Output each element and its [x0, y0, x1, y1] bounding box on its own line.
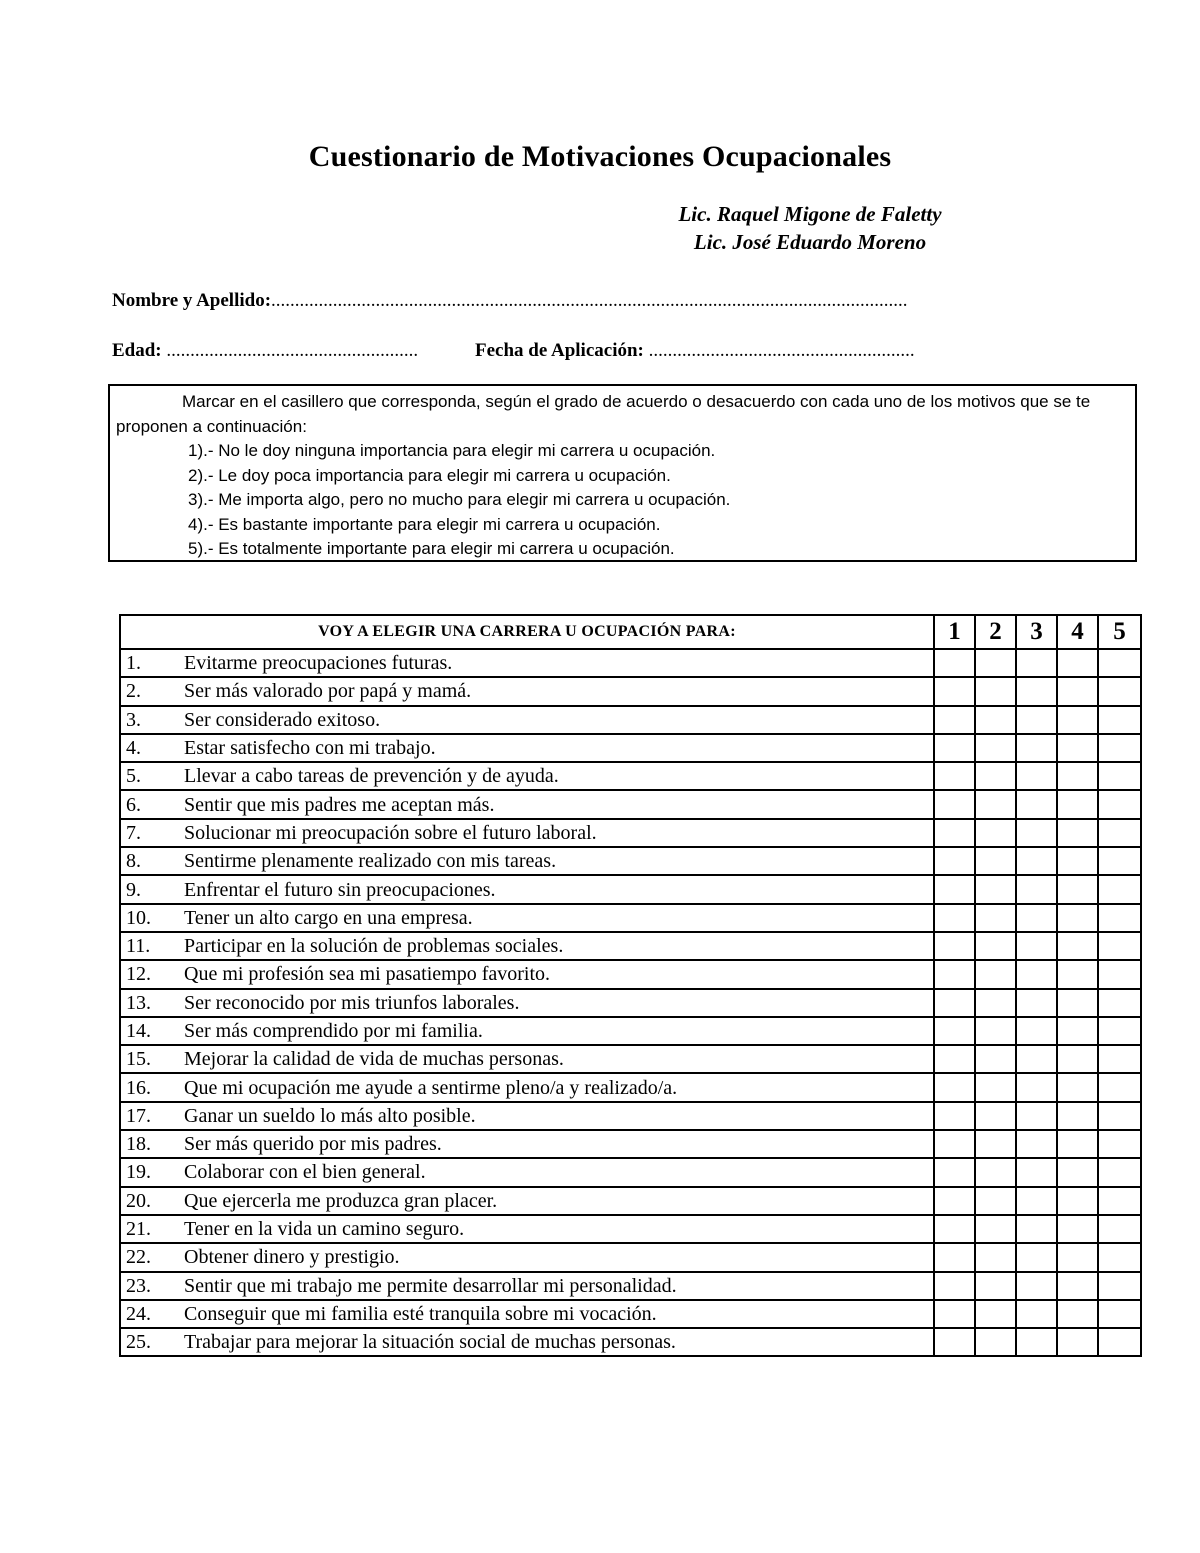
answer-box-2[interactable]	[975, 706, 1016, 734]
table-row	[120, 1102, 1141, 1130]
answer-box-3[interactable]	[1016, 1272, 1057, 1300]
answer-box-5[interactable]	[1098, 1045, 1141, 1073]
item-number: 25.	[126, 1331, 151, 1354]
item-cell	[120, 790, 934, 818]
item-text: Sentir que mis padres me aceptan más.	[184, 793, 495, 816]
item-cell	[120, 904, 934, 932]
item-text: Que mi ocupación me ayude a sentirme pleno/a y realizado/a.	[184, 1076, 678, 1099]
answer-box-2[interactable]	[975, 762, 1016, 790]
item-cell	[120, 1045, 934, 1073]
answer-box-3[interactable]	[1016, 677, 1057, 705]
table-row	[120, 1017, 1141, 1045]
item-text: Participar en la solución de problemas sociales.	[184, 935, 564, 958]
answer-box-2[interactable]	[975, 1130, 1016, 1158]
answer-box-1[interactable]	[934, 762, 975, 790]
answer-box-1[interactable]	[934, 847, 975, 875]
answer-box-1[interactable]	[934, 1017, 975, 1045]
item-text: Sentir que mi trabajo me permite desarrollar mi personalidad.	[184, 1274, 677, 1297]
item-cell	[120, 1328, 934, 1356]
item-text: Obtener dinero y prestigio.	[184, 1246, 400, 1269]
answer-box-2[interactable]	[975, 649, 1016, 677]
answer-box-5[interactable]	[1098, 960, 1141, 988]
item-number: 18.	[126, 1133, 151, 1156]
answer-box-2[interactable]	[975, 1073, 1016, 1101]
answer-box-2[interactable]	[975, 932, 1016, 960]
answer-box-1[interactable]	[934, 649, 975, 677]
scale-header-5: 5	[1098, 615, 1141, 649]
answer-box-1[interactable]	[934, 932, 975, 960]
answer-box-2[interactable]	[975, 1272, 1016, 1300]
scale-header-1: 1	[934, 615, 975, 649]
answer-box-4[interactable]	[1057, 1073, 1098, 1101]
item-number: 12.	[126, 963, 151, 986]
item-cell	[120, 649, 934, 677]
item-text: Sentirme plenamente realizado con mis tareas.	[184, 850, 557, 873]
scale-header-2: 2	[975, 615, 1016, 649]
name-dots: ......................................................................................................................................	[271, 290, 908, 311]
answer-box-4[interactable]	[1057, 1328, 1098, 1356]
answer-box-5[interactable]	[1098, 762, 1141, 790]
answer-box-2[interactable]	[975, 875, 1016, 903]
item-text: Estar satisfecho con mi trabajo.	[184, 737, 436, 760]
table-row	[120, 1215, 1141, 1243]
date-label: Fecha de Aplicación:	[475, 340, 644, 361]
answer-box-1[interactable]	[934, 875, 975, 903]
item-number: 16.	[126, 1076, 151, 1099]
answer-box-3[interactable]	[1016, 1102, 1057, 1130]
answer-box-4[interactable]	[1057, 1300, 1098, 1328]
answer-box-3[interactable]	[1016, 1187, 1057, 1215]
answer-box-4[interactable]	[1057, 1017, 1098, 1045]
item-text: Solucionar mi preocupación sobre el futuro laboral.	[184, 821, 597, 844]
answer-box-3[interactable]	[1016, 762, 1057, 790]
answer-box-4[interactable]	[1057, 1243, 1098, 1271]
item-text: Ser más querido por mis padres.	[184, 1133, 442, 1156]
item-cell	[120, 734, 934, 762]
item-text: Evitarme preocupaciones futuras.	[184, 652, 453, 675]
answer-box-5[interactable]	[1098, 989, 1141, 1017]
answer-box-1[interactable]	[934, 1215, 975, 1243]
answer-box-3[interactable]	[1016, 904, 1057, 932]
answer-box-5[interactable]	[1098, 1243, 1141, 1271]
answer-box-3[interactable]	[1016, 875, 1057, 903]
item-text: Ser más comprendido por mi familia.	[184, 1020, 483, 1042]
item-number: 17.	[126, 1104, 151, 1127]
item-number: 24.	[126, 1302, 151, 1325]
item-cell	[120, 1272, 934, 1300]
item-cell	[120, 819, 934, 847]
age-label: Edad:	[112, 340, 162, 361]
answer-box-5[interactable]	[1098, 1328, 1141, 1356]
answer-box-1[interactable]	[934, 790, 975, 818]
item-text: Llevar a cabo tareas de prevención y de ayuda.	[184, 765, 559, 788]
answer-box-1[interactable]	[934, 1300, 975, 1328]
answer-box-5[interactable]	[1098, 677, 1141, 705]
answer-box-5[interactable]	[1098, 1158, 1141, 1186]
item-number: 2.	[126, 680, 141, 703]
answer-box-5[interactable]	[1098, 904, 1141, 932]
answer-box-2[interactable]	[975, 790, 1016, 818]
questionnaire-table	[119, 614, 1142, 1357]
table-row	[120, 734, 1141, 762]
age-field[interactable]	[112, 340, 418, 362]
item-number: 15.	[126, 1048, 151, 1071]
answer-box-1[interactable]	[934, 904, 975, 932]
table-row	[120, 819, 1141, 847]
item-number: 14.	[126, 1020, 151, 1042]
answer-box-5[interactable]	[1098, 790, 1141, 818]
answer-box-1[interactable]	[934, 819, 975, 847]
answer-box-3[interactable]	[1016, 1243, 1057, 1271]
item-number: 13.	[126, 991, 151, 1014]
name-field[interactable]	[112, 290, 908, 312]
table-row	[120, 1328, 1141, 1356]
table-row	[120, 649, 1141, 677]
answer-box-4[interactable]	[1057, 1272, 1098, 1300]
answer-box-4[interactable]	[1057, 734, 1098, 762]
answer-box-2[interactable]	[975, 1158, 1016, 1186]
answer-box-1[interactable]	[934, 677, 975, 705]
answer-box-4[interactable]	[1057, 790, 1098, 818]
item-text: Enfrentar el futuro sin preocupaciones.	[184, 878, 496, 901]
answer-box-4[interactable]	[1057, 762, 1098, 790]
answer-box-1[interactable]	[934, 1243, 975, 1271]
item-number: 8.	[126, 850, 141, 873]
item-text: Mejorar la calidad de vida de muchas personas.	[184, 1048, 564, 1071]
answer-box-2[interactable]	[975, 1045, 1016, 1073]
answer-box-1[interactable]	[934, 706, 975, 734]
item-cell	[120, 1017, 934, 1045]
answer-box-4[interactable]	[1057, 677, 1098, 705]
answer-box-1[interactable]	[934, 734, 975, 762]
table-row	[120, 1272, 1141, 1300]
instruction-option-5: 5).- Es totalmente importante para elegir mi carrera u ocupación.	[188, 539, 675, 558]
table-row	[120, 904, 1141, 932]
item-cell	[120, 875, 934, 903]
answer-box-4[interactable]	[1057, 960, 1098, 988]
answer-box-2[interactable]	[975, 1102, 1016, 1130]
answer-box-3[interactable]	[1016, 1215, 1057, 1243]
answer-box-1[interactable]	[934, 960, 975, 988]
table-row	[120, 1130, 1141, 1158]
item-text: Tener un alto cargo en una empresa.	[184, 906, 473, 929]
answer-box-2[interactable]	[975, 734, 1016, 762]
answer-box-2[interactable]	[975, 1017, 1016, 1045]
item-cell	[120, 1158, 934, 1186]
answer-box-2[interactable]	[975, 960, 1016, 988]
item-cell	[120, 960, 934, 988]
item-number: 23.	[126, 1274, 151, 1297]
instruction-option-3: 3).- Me importa algo, pero no mucho para elegir mi carrera u ocupación.	[188, 490, 731, 509]
authors-block	[560, 200, 1060, 256]
answer-box-5[interactable]	[1098, 847, 1141, 875]
answer-box-5[interactable]	[1098, 1300, 1141, 1328]
answer-box-5[interactable]	[1098, 932, 1141, 960]
item-number: 6.	[126, 793, 141, 816]
answer-box-3[interactable]	[1016, 1017, 1057, 1045]
instruction-option-2: 2).- Le doy poca importancia para elegir mi carrera u ocupación.	[188, 465, 671, 485]
item-text: Conseguir que mi familia esté tranquila sobre mi vocación.	[184, 1302, 657, 1325]
item-number: 21.	[126, 1218, 151, 1241]
table-row	[120, 1158, 1141, 1186]
answer-box-4[interactable]	[1057, 847, 1098, 875]
instructions-intro: Marcar en el casillero que corresponda, según el grado de acuerdo o desacuerdo con cada uno de los motivos que se te proponen a continuación:	[116, 392, 1091, 436]
item-cell	[120, 1073, 934, 1101]
answer-box-1[interactable]	[934, 1130, 975, 1158]
author-2: Lic. José Eduardo Moreno	[693, 230, 927, 254]
table-row	[120, 1045, 1141, 1073]
answer-box-5[interactable]	[1098, 1272, 1141, 1300]
answer-box-3[interactable]	[1016, 989, 1057, 1017]
answer-box-1[interactable]	[934, 1328, 975, 1356]
item-cell	[120, 762, 934, 790]
answer-box-4[interactable]	[1057, 1045, 1098, 1073]
answer-box-4[interactable]	[1057, 932, 1098, 960]
answer-box-4[interactable]	[1057, 989, 1098, 1017]
answer-box-2[interactable]	[975, 989, 1016, 1017]
answer-box-1[interactable]	[934, 1045, 975, 1073]
table-row	[120, 677, 1141, 705]
scale-header-4: 4	[1057, 615, 1098, 649]
answer-box-3[interactable]	[1016, 1073, 1057, 1101]
item-cell	[120, 989, 934, 1017]
answer-box-3[interactable]	[1016, 960, 1057, 988]
answer-box-5[interactable]	[1098, 819, 1141, 847]
answer-box-3[interactable]	[1016, 706, 1057, 734]
date-dots: ........................................................	[643, 340, 915, 361]
answer-box-3[interactable]	[1016, 1300, 1057, 1328]
answer-box-2[interactable]	[975, 1328, 1016, 1356]
table-header-row	[120, 615, 1141, 649]
author-1: Lic. Raquel Migone de Faletty	[678, 202, 942, 226]
answer-box-4[interactable]	[1057, 904, 1098, 932]
answer-box-1[interactable]	[934, 1158, 975, 1186]
answer-box-3[interactable]	[1016, 649, 1057, 677]
answer-box-1[interactable]	[934, 1073, 975, 1101]
table-row	[120, 706, 1141, 734]
answer-box-5[interactable]	[1098, 706, 1141, 734]
item-number: 3.	[126, 708, 141, 731]
answer-box-2[interactable]	[975, 1243, 1016, 1271]
item-text: Colaborar con el bien general.	[184, 1161, 426, 1184]
answer-box-4[interactable]	[1057, 1215, 1098, 1243]
item-text: Trabajar para mejorar la situación social de muchas personas.	[184, 1331, 676, 1354]
answer-box-3[interactable]	[1016, 1130, 1057, 1158]
answer-box-5[interactable]	[1098, 1130, 1141, 1158]
answer-box-4[interactable]	[1057, 1158, 1098, 1186]
item-number: 4.	[126, 737, 141, 760]
table-row	[120, 1073, 1141, 1101]
answer-box-1[interactable]	[934, 1187, 975, 1215]
table-row	[120, 875, 1141, 903]
table-row	[120, 762, 1141, 790]
answer-box-5[interactable]	[1098, 1187, 1141, 1215]
item-number: 1.	[126, 652, 141, 675]
table-row	[120, 1187, 1141, 1215]
table-row	[120, 790, 1141, 818]
answer-box-2[interactable]	[975, 847, 1016, 875]
answer-box-2[interactable]	[975, 677, 1016, 705]
date-field[interactable]	[475, 340, 915, 362]
table-body	[120, 649, 1141, 1356]
item-cell	[120, 1187, 934, 1215]
item-number: 10.	[126, 906, 151, 929]
answer-box-5[interactable]	[1098, 649, 1141, 677]
answer-box-5[interactable]	[1098, 734, 1141, 762]
item-text: Tener en la vida un camino seguro.	[184, 1218, 465, 1241]
answer-box-3[interactable]	[1016, 932, 1057, 960]
answer-box-2[interactable]	[975, 819, 1016, 847]
answer-box-4[interactable]	[1057, 819, 1098, 847]
answer-box-2[interactable]	[975, 1300, 1016, 1328]
answer-box-1[interactable]	[934, 989, 975, 1017]
answer-box-4[interactable]	[1057, 1187, 1098, 1215]
table-row	[120, 1300, 1141, 1328]
scale-header-3: 3	[1016, 615, 1057, 649]
item-number: 22.	[126, 1246, 151, 1269]
answer-box-5[interactable]	[1098, 875, 1141, 903]
answer-box-2[interactable]	[975, 1215, 1016, 1243]
table-row	[120, 989, 1141, 1017]
answer-box-5[interactable]	[1098, 1215, 1141, 1243]
page-title: Cuestionario de Motivaciones Ocupacionales	[308, 140, 892, 173]
table-row	[120, 1243, 1141, 1271]
answer-box-4[interactable]	[1057, 1102, 1098, 1130]
item-number: 7.	[126, 821, 141, 844]
item-text: Que mi profesión sea mi pasatiempo favorito.	[184, 963, 551, 986]
answer-box-1[interactable]	[934, 1272, 975, 1300]
item-number: 19.	[126, 1161, 151, 1184]
name-label: Nombre y Apellido:	[112, 290, 272, 311]
table-row	[120, 932, 1141, 960]
table-header: VOY A ELEGIR UNA CARRERA U OCUPACIÓN PARA:	[120, 615, 934, 649]
answer-box-3[interactable]	[1016, 819, 1057, 847]
item-cell	[120, 1102, 934, 1130]
answer-box-5[interactable]	[1098, 1102, 1141, 1130]
item-text: Ser considerado exitoso.	[184, 708, 381, 731]
item-cell	[120, 677, 934, 705]
item-text: Ser reconocido por mis triunfos laborales.	[184, 991, 520, 1014]
answer-box-4[interactable]	[1057, 875, 1098, 903]
table-row	[120, 847, 1141, 875]
table-row	[120, 960, 1141, 988]
age-dots: .....................................................	[161, 340, 419, 361]
item-cell	[120, 932, 934, 960]
answer-box-3[interactable]	[1016, 790, 1057, 818]
answer-box-3[interactable]	[1016, 847, 1057, 875]
answer-box-5[interactable]	[1098, 1017, 1141, 1045]
answer-box-3[interactable]	[1016, 1045, 1057, 1073]
answer-box-2[interactable]	[975, 904, 1016, 932]
item-text: Ser más valorado por papá y mamá.	[184, 680, 472, 703]
item-number: 5.	[126, 765, 141, 788]
answer-box-2[interactable]	[975, 1187, 1016, 1215]
answer-box-4[interactable]	[1057, 706, 1098, 734]
item-number: 20.	[126, 1189, 151, 1212]
item-number: 11.	[126, 935, 151, 958]
item-cell	[120, 1300, 934, 1328]
answer-box-1[interactable]	[934, 1102, 975, 1130]
item-cell	[120, 847, 934, 875]
answer-box-4[interactable]	[1057, 1130, 1098, 1158]
instruction-option-4: 4).- Es bastante importante para elegir mi carrera u ocupación.	[188, 514, 661, 534]
item-number: 9.	[126, 878, 141, 901]
answer-box-3[interactable]	[1016, 734, 1057, 762]
answer-box-5[interactable]	[1098, 1073, 1141, 1101]
answer-box-3[interactable]	[1016, 1158, 1057, 1186]
answer-box-3[interactable]	[1016, 1328, 1057, 1356]
item-cell	[120, 1130, 934, 1158]
instruction-option-1: 1).- No le doy ninguna importancia para elegir mi carrera u ocupación.	[188, 441, 716, 460]
item-cell	[120, 706, 934, 734]
item-cell	[120, 1243, 934, 1271]
item-cell	[120, 1215, 934, 1243]
answer-box-4[interactable]	[1057, 649, 1098, 677]
instructions-box	[108, 384, 1137, 562]
item-text: Ganar un sueldo lo más alto posible.	[184, 1104, 476, 1127]
item-text: Que ejercerla me produzca gran placer.	[184, 1189, 498, 1212]
